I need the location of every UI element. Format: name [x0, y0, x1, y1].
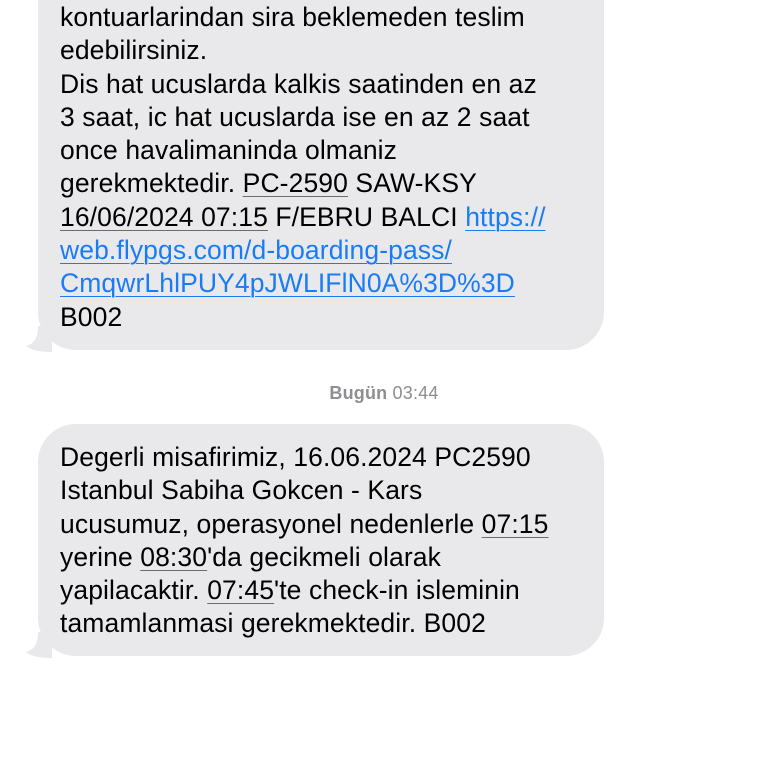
message-text: yapilacaktir. [60, 575, 208, 606]
message-bubble-boarding-pass[interactable] [38, 0, 604, 350]
timestamp-time: 03:44 [387, 383, 439, 403]
message-text: yerine [60, 541, 141, 572]
message-line: kontuarlarindan sira beklemeden teslim [60, 2, 525, 32]
message-line [60, 234, 584, 267]
message-line: 3 saat, ic hat ucuslarda ise en az 2 saat [60, 101, 530, 132]
timestamp-day: Bugün [329, 383, 388, 403]
boarding-pass-link[interactable]: https:// [465, 201, 546, 232]
message-line: edebilirsiniz. [60, 35, 208, 66]
boarding-pass-link[interactable]: web.flypgs.com/d-boarding-pass/ [60, 235, 452, 266]
boarding-pass-link[interactable]: CmqwrLhlPUY4pJWLIFlN0A%3D%3D [60, 268, 515, 299]
message-bubble-delay-notice[interactable] [38, 424, 604, 656]
message-line [60, 267, 584, 300]
message-text: gerekmektedir. [60, 168, 243, 199]
message-text: 'da gecikmeli olarak [207, 541, 441, 572]
time-detected-link[interactable]: 07:45 [207, 575, 275, 606]
message-line: Degerli misafirimiz, 16.06.2024 PC2590 [60, 442, 531, 472]
message-line: B002 [60, 301, 123, 332]
flight-code-detected-link[interactable]: PC-2590 [242, 168, 348, 199]
message-line [60, 508, 584, 541]
message-line: tamamlanmasi gerekmektedir. B002 [60, 608, 486, 639]
time-detected-link[interactable]: 07:15 [481, 508, 549, 539]
message-line [60, 201, 584, 234]
message-line [60, 541, 584, 574]
passenger-text: F/EBRU BALCI [267, 201, 466, 232]
message-text: ucusumuz, operasyonel nedenlerle [60, 508, 482, 539]
message-line [60, 574, 584, 607]
message-line: Istanbul Sabiha Gokcen - Kars [60, 475, 423, 506]
route-text: SAW-KSY [347, 168, 477, 199]
message-timestamp [0, 383, 768, 404]
message-line: Dis hat ucuslarda kalkis saatinden en az [60, 68, 537, 99]
message-text: 'te check-in isleminin [274, 575, 520, 606]
date-detected-link[interactable]: 16/06/2024 07:15 [60, 201, 268, 232]
time-detected-link[interactable]: 08:30 [140, 541, 208, 572]
message-line: once havalimaninda olmaniz [60, 135, 397, 166]
message-line [60, 167, 584, 200]
